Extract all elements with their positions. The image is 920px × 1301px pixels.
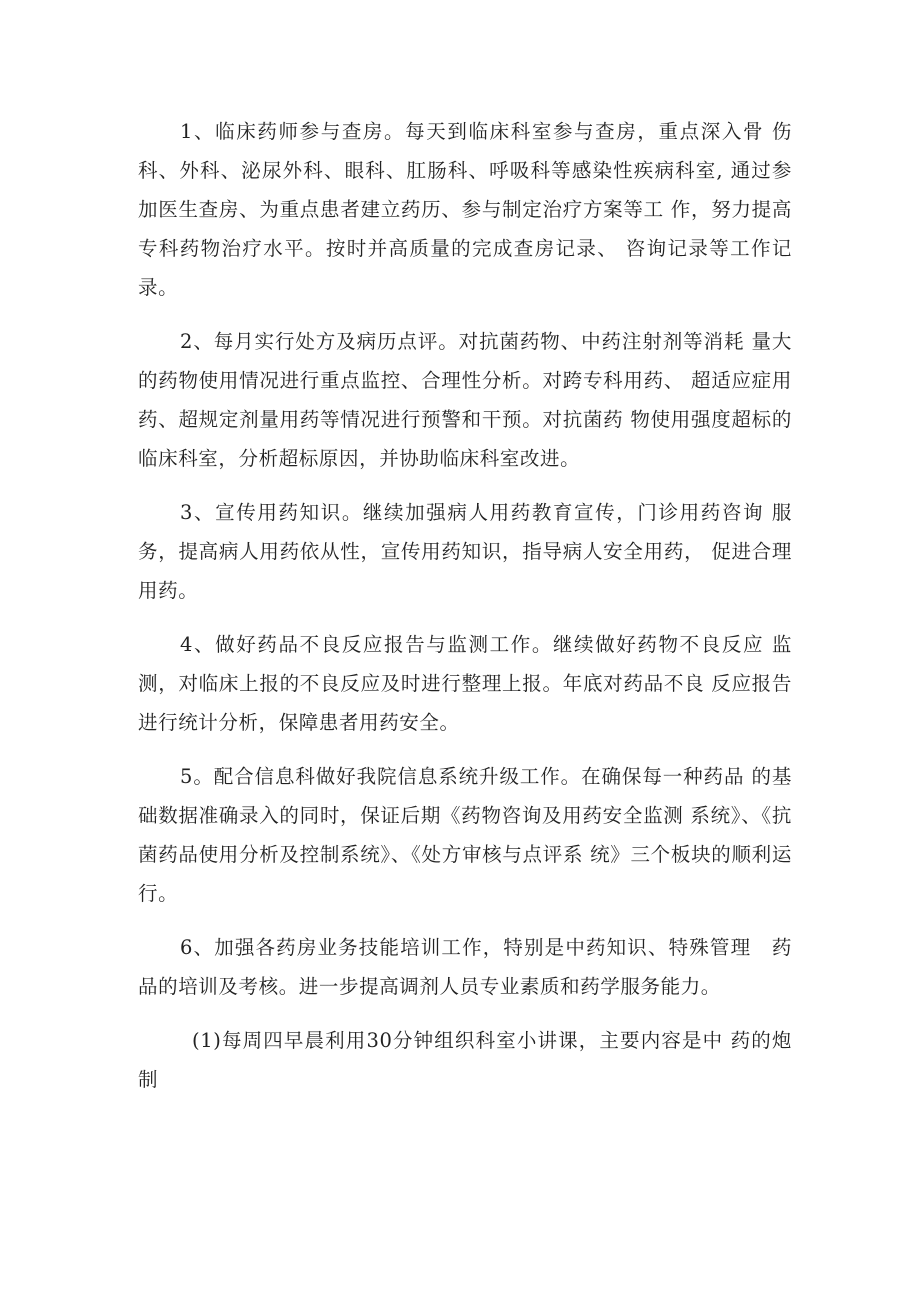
paragraph-3-medication-education: 3、宣传用药知识。继续加强病人用药教育宣传，门诊用药咨询 服务，提高病人用药依从性，宣传用药知识，指导病人安全用药， 促进合理用药。 <box>138 501 792 602</box>
paragraph-2-prescription-review: 2、每月实行处方及病历点评。对抗菌药物、中药注射剂等消耗 量大的药物使用情况进行重点监控、合理性分析。对跨专科用药、 超适应症用药、超规定剂量用药等情况进行预警和干预。对抗菌药 物使用强度超标的临床科室，分析超标原因，并协助临床科室改进。 <box>138 330 792 470</box>
document-body <box>138 112 792 1114</box>
paragraph-6-skills-training: 6、加强各药房业务技能培训工作，特别是中药知识、特殊管理 药品的培训及考核。进一步提高调剂人员专业素质和药学服务能力。 <box>138 936 792 998</box>
paragraph-5-information-system-upgrade: 5。配合信息科做好我院信息系统升级工作。在确保每一种药品 的基础数据准确录入的同时，保证后期《药物咨询及用药安全监测 系统》、《抗菌药品使用分析及控制系统》、《处方审核与点评系 统》三个板块的顺利运行。 <box>138 765 792 905</box>
paragraph-6-subitem-1: (1)每周四早晨利用30分钟组织科室小讲课，主要内容是中 药的炮制 <box>138 1029 792 1091</box>
paragraph-1-ward-rounds: 1、临床药师参与查房。每天到临床科室参与查房，重点深入骨 伤科、外科、泌尿外科、眼科、肛肠科、呼吸科等感染性疾病科室, 通过参加医生查房、为重点患者建立药历、参与制定治疗方案等工 作，努力提高专科药物治疗水平。按时并高质量的完成查房记录、 咨询记录等工作记录。 <box>138 120 792 299</box>
paragraph-4-adverse-reaction-monitoring: 4、做好药品不良反应报告与监测工作。继续做好药物不良反应 监测，对临床上报的不良反应及时进行整理上报。年底对药品不良 反应报告进行统计分析，保障患者用药安全。 <box>138 633 792 734</box>
